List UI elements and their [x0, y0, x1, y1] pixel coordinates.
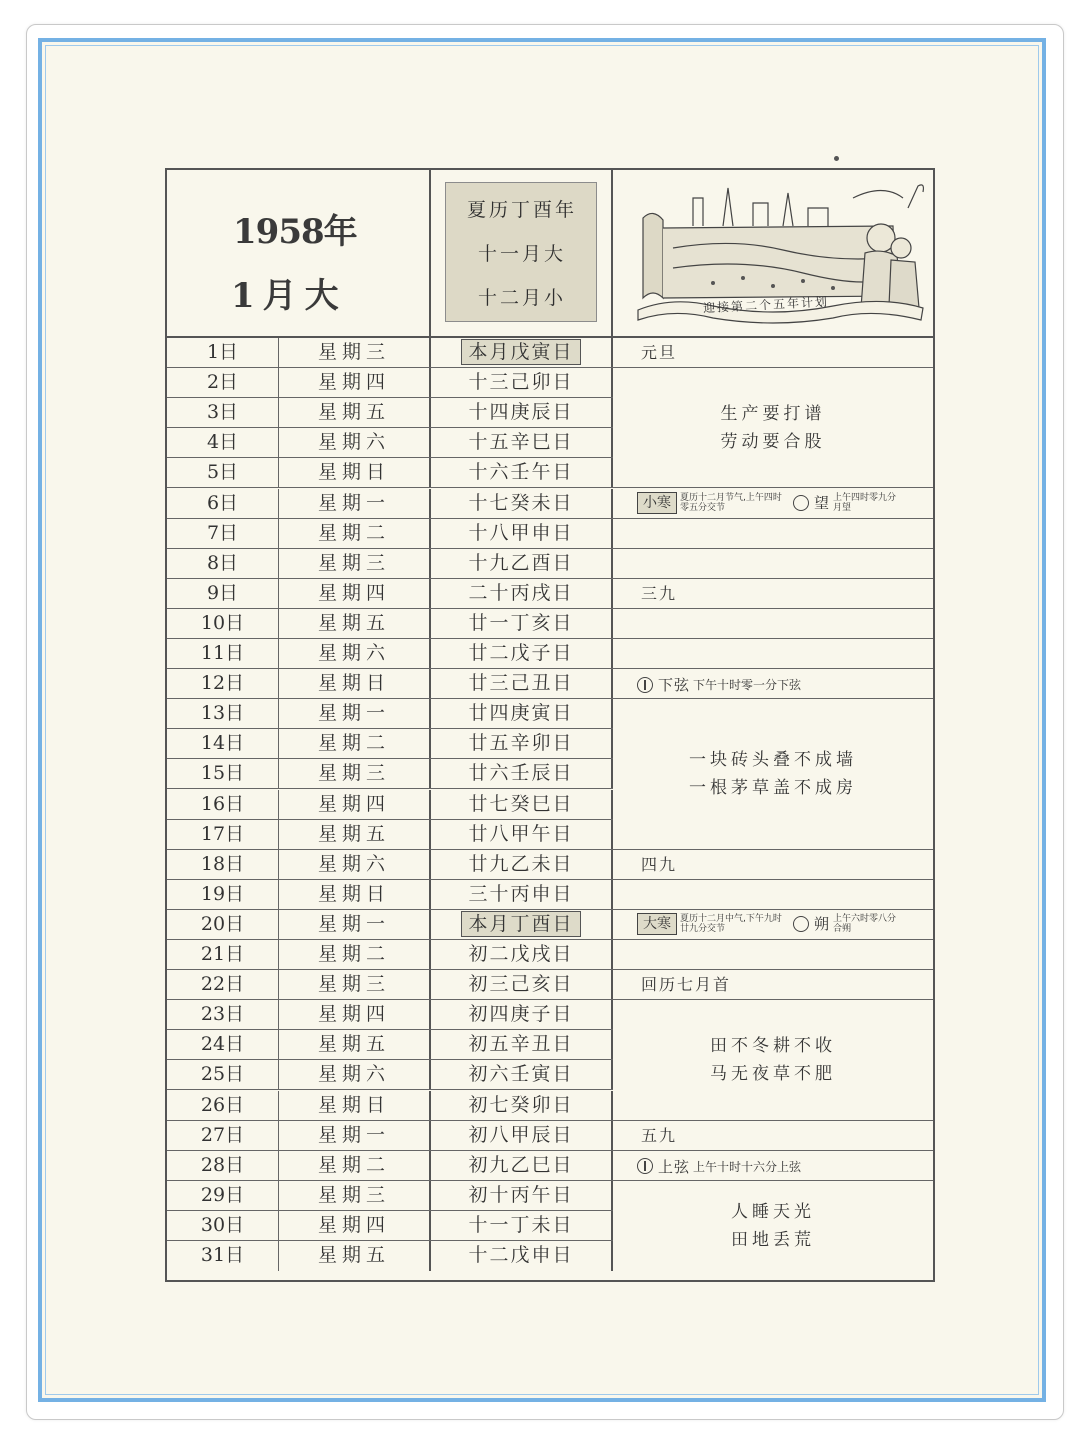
lunar-date-label: 初三己亥日 — [468, 973, 574, 996]
lunar-date-label: 廿四庚寅日 — [468, 702, 574, 725]
day-date: 27日 — [167, 1121, 279, 1150]
day-lunar — [431, 1211, 613, 1240]
table-row — [167, 1151, 613, 1181]
calendar-header — [167, 170, 933, 338]
day-date: 9日 — [167, 579, 279, 608]
moon-phase-name: 望 — [814, 494, 831, 512]
day-lunar — [431, 759, 613, 788]
header-illustration-block — [613, 170, 933, 336]
day-lunar — [431, 880, 613, 909]
proverb-line-1: 一块砖头叠不成墙 — [689, 750, 857, 771]
day-date: 29日 — [167, 1181, 279, 1210]
note-proverb-3 — [613, 1000, 933, 1120]
day-lunar — [431, 428, 613, 457]
day-weekday: 星期日 — [279, 669, 431, 698]
day-lunar — [431, 940, 613, 969]
table-row — [167, 458, 613, 488]
lunar-date-label: 初四庚子日 — [468, 1003, 574, 1026]
note-sijiu — [613, 850, 933, 880]
table-row — [167, 639, 613, 669]
moon-phase-desc: 上午四时零九分月望 — [833, 492, 897, 513]
proverb-line-2: 马无夜草不肥 — [710, 1064, 836, 1085]
table-row — [167, 1030, 613, 1060]
day-date: 17日 — [167, 820, 279, 849]
table-row — [167, 729, 613, 759]
day-lunar — [431, 338, 613, 367]
day-weekday: 星期二 — [279, 1151, 431, 1180]
month-title: 1月大 — [231, 276, 347, 316]
table-row — [167, 338, 613, 368]
day-lunar — [431, 519, 613, 548]
day-date: 15日 — [167, 759, 279, 788]
day-date: 23日 — [167, 1000, 279, 1029]
table-row — [167, 1181, 613, 1211]
day-weekday: 星期五 — [279, 1241, 431, 1271]
table-row — [167, 880, 613, 910]
lunar-date-label: 廿七癸巳日 — [468, 792, 574, 815]
day-date: 12日 — [167, 669, 279, 698]
lunar-date-label: 十八甲申日 — [468, 521, 574, 544]
day-date: 31日 — [167, 1241, 279, 1271]
moon-phase-icon — [637, 1158, 653, 1174]
solar-term-desc: 夏历十二月节气,上午四时零五分交节 — [680, 492, 782, 513]
note-last-quarter — [613, 669, 933, 699]
solar-term-tag: 大寒 — [637, 913, 677, 935]
table-row — [167, 519, 613, 549]
day-date: 18日 — [167, 850, 279, 879]
proverb-line-2: 一根茅草盖不成房 — [689, 778, 857, 799]
day-date: 26日 — [167, 1091, 279, 1120]
day-weekday: 星期六 — [279, 428, 431, 457]
table-row — [167, 1060, 613, 1090]
solar-term-desc: 夏历十二月中气,下午九时廿九分交节 — [680, 913, 782, 934]
day-date: 13日 — [167, 699, 279, 728]
day-weekday: 星期六 — [279, 1060, 431, 1089]
table-row — [167, 759, 613, 789]
proverb-line-2: 田地丢荒 — [731, 1229, 815, 1250]
day-weekday: 星期二 — [279, 940, 431, 969]
day-date: 28日 — [167, 1151, 279, 1180]
table-row — [167, 669, 613, 699]
note-text: 四九 — [641, 854, 678, 874]
day-lunar — [431, 368, 613, 397]
moon-phase-icon — [637, 677, 653, 693]
day-lunar — [431, 1181, 613, 1210]
day-weekday: 星期日 — [279, 1091, 431, 1120]
table-row — [167, 549, 613, 579]
day-date: 25日 — [167, 1060, 279, 1089]
lunar-date-label: 十二戊申日 — [468, 1244, 574, 1266]
table-row — [167, 790, 613, 820]
proverb-line-1: 人睡天光 — [731, 1201, 815, 1222]
note-proverb-4 — [613, 1181, 933, 1271]
day-weekday: 星期三 — [279, 549, 431, 578]
note-solar-term-xiaohan — [613, 489, 933, 519]
proverb-text — [613, 1198, 933, 1254]
table-row — [167, 1091, 613, 1121]
lunar-date-label: 十一丁未日 — [468, 1213, 574, 1236]
note-text: 回历七月首 — [641, 975, 732, 995]
table-row — [167, 850, 613, 880]
day-date: 10日 — [167, 609, 279, 638]
lunar-month-12: 十二月小 — [477, 287, 566, 309]
moon-phase-desc: 上午六时零八分合朔 — [833, 913, 897, 934]
day-date: 16日 — [167, 790, 279, 819]
day-lunar — [431, 699, 613, 728]
moon-phase-name: 上弦 — [658, 1157, 691, 1176]
day-weekday: 星期四 — [279, 790, 431, 819]
lunar-date-label: 廿六壬辰日 — [468, 762, 574, 785]
lunar-month-11: 十一月大 — [477, 243, 566, 265]
lunar-date-label: 初十丙午日 — [468, 1183, 574, 1206]
day-lunar — [431, 790, 613, 819]
proverb-text — [613, 746, 933, 802]
day-lunar — [431, 1000, 613, 1029]
table-row — [167, 820, 613, 850]
day-lunar — [431, 910, 613, 939]
note-proverb-1 — [613, 368, 933, 488]
day-weekday: 星期二 — [279, 729, 431, 758]
year-title: 1958年 — [233, 212, 357, 252]
day-lunar — [431, 609, 613, 638]
day-date: 20日 — [167, 910, 279, 939]
moon-phase-row — [637, 1156, 801, 1177]
table-row — [167, 1241, 613, 1271]
solar-term-row — [637, 913, 903, 935]
day-weekday: 星期四 — [279, 579, 431, 608]
lunar-year-box — [445, 182, 597, 322]
day-weekday: 星期三 — [279, 1181, 431, 1210]
lunar-date-label: 初二戊戌日 — [468, 943, 574, 965]
day-date: 7日 — [167, 519, 279, 548]
day-date: 4日 — [167, 428, 279, 457]
proverb-line-1: 生产要打谱 — [720, 404, 826, 425]
day-weekday: 星期一 — [279, 489, 431, 518]
day-lunar — [431, 639, 613, 668]
proverb-line-1: 田不冬耕不收 — [710, 1036, 836, 1057]
day-weekday: 星期四 — [279, 1211, 431, 1240]
day-date: 5日 — [167, 458, 279, 487]
table-row — [167, 910, 613, 940]
lunar-date-label: 初七癸卯日 — [468, 1093, 574, 1116]
table-row — [167, 489, 613, 519]
lunar-date-label: 廿五辛卯日 — [468, 732, 574, 755]
day-lunar — [431, 729, 613, 758]
lunar-date-label: 初八甲辰日 — [468, 1123, 574, 1146]
day-lunar — [431, 850, 613, 879]
calendar-page — [165, 168, 935, 1282]
day-weekday: 星期一 — [279, 699, 431, 728]
day-weekday: 星期日 — [279, 458, 431, 487]
table-row — [167, 1121, 613, 1151]
note-sanjiu — [613, 579, 933, 609]
print-speck — [834, 156, 839, 161]
table-row — [167, 1211, 613, 1241]
day-weekday: 星期六 — [279, 850, 431, 879]
lunar-new-month-label: 本月戊寅日 — [461, 339, 580, 365]
day-weekday: 星期四 — [279, 1000, 431, 1029]
note-empty — [613, 609, 933, 639]
note-first-quarter — [613, 1151, 933, 1181]
lunar-date-label: 初五辛丑日 — [468, 1033, 574, 1056]
day-lunar — [431, 820, 613, 849]
day-lunar — [431, 1091, 613, 1120]
day-date: 14日 — [167, 729, 279, 758]
note-text: 三九 — [641, 583, 678, 603]
table-row — [167, 970, 613, 1000]
header-date-block — [167, 170, 431, 336]
day-date: 2日 — [167, 368, 279, 397]
lunar-date-label: 十六壬午日 — [468, 461, 574, 484]
day-lunar — [431, 669, 613, 698]
proverb-text — [613, 1032, 933, 1088]
note-new-year — [613, 338, 933, 368]
lunar-date-label: 二十丙戌日 — [468, 581, 574, 604]
day-lunar — [431, 1030, 613, 1059]
table-row — [167, 699, 613, 729]
note-empty — [613, 880, 933, 910]
day-date: 30日 — [167, 1211, 279, 1240]
table-row — [167, 940, 613, 970]
day-weekday: 星期三 — [279, 970, 431, 999]
note-empty — [613, 519, 933, 549]
lunar-date-label: 初六壬寅日 — [468, 1063, 574, 1086]
note-text: 元旦 — [641, 343, 678, 362]
note-wujiu — [613, 1121, 933, 1151]
moon-phase-desc: 下午十时零一分下弦 — [693, 678, 802, 693]
day-lunar — [431, 1241, 613, 1271]
day-date: 3日 — [167, 398, 279, 427]
table-row — [167, 579, 613, 609]
day-lunar — [431, 1060, 613, 1089]
day-lunar — [431, 970, 613, 999]
day-weekday: 星期日 — [279, 880, 431, 909]
table-row — [167, 368, 613, 398]
day-weekday: 星期五 — [279, 398, 431, 427]
day-weekday: 星期一 — [279, 910, 431, 939]
day-weekday: 星期五 — [279, 820, 431, 849]
solar-term-row — [637, 492, 903, 514]
note-empty — [613, 549, 933, 579]
day-date: 24日 — [167, 1030, 279, 1059]
moon-phase-icon — [793, 916, 809, 932]
day-weekday: 星期五 — [279, 1030, 431, 1059]
lunar-date-label: 廿一丁亥日 — [468, 611, 574, 634]
day-lunar — [431, 549, 613, 578]
lunar-date-label: 廿八甲午日 — [468, 822, 574, 845]
day-lunar — [431, 579, 613, 608]
day-date: 1日 — [167, 338, 279, 367]
lunar-date-label: 廿九乙未日 — [468, 852, 574, 875]
proverb-text — [613, 400, 933, 456]
day-lunar — [431, 1121, 613, 1150]
day-weekday: 星期一 — [279, 1121, 431, 1150]
note-empty — [613, 940, 933, 970]
note-empty — [613, 639, 933, 669]
lunar-date-label: 十五辛巳日 — [468, 431, 574, 454]
lunar-date-label: 十七癸未日 — [468, 491, 574, 514]
header-lunar-block — [431, 170, 613, 336]
lunar-year: 夏历丁酉年 — [466, 199, 577, 221]
solar-term-tag: 小寒 — [637, 492, 677, 514]
day-date: 8日 — [167, 549, 279, 578]
table-row — [167, 609, 613, 639]
day-weekday: 星期四 — [279, 368, 431, 397]
note-solar-term-dahan — [613, 910, 933, 940]
day-date: 6日 — [167, 489, 279, 518]
lunar-date-label: 十九乙酉日 — [468, 551, 574, 574]
table-row — [167, 398, 613, 428]
note-proverb-2 — [613, 699, 933, 850]
day-weekday: 星期六 — [279, 639, 431, 668]
lunar-date-label: 廿二戊子日 — [468, 642, 574, 664]
day-weekday: 星期二 — [279, 519, 431, 548]
day-date: 19日 — [167, 880, 279, 909]
day-weekday: 星期五 — [279, 609, 431, 638]
note-text: 五九 — [641, 1125, 678, 1145]
moon-phase-name: 下弦 — [658, 676, 691, 695]
moon-phase-desc: 上午十时十六分上弦 — [693, 1159, 802, 1174]
illustration-banner-text: 迎接第二个五年计划 — [702, 294, 830, 316]
day-lunar — [431, 489, 613, 518]
table-row — [167, 1000, 613, 1030]
day-weekday: 星期三 — [279, 338, 431, 367]
lunar-date-label: 十三己卯日 — [468, 371, 574, 394]
moon-phase-icon — [793, 495, 809, 511]
day-date: 11日 — [167, 639, 279, 668]
day-date: 22日 — [167, 970, 279, 999]
moon-phase-name: 朔 — [814, 915, 831, 934]
moon-phase-row — [637, 674, 801, 695]
proverb-line-2: 劳动要合股 — [720, 432, 826, 453]
table-row — [167, 428, 613, 458]
lunar-date-label: 十四庚辰日 — [468, 401, 574, 424]
day-lunar — [431, 398, 613, 427]
day-lunar — [431, 458, 613, 487]
note-hijri-month — [613, 970, 933, 1000]
lunar-date-label: 三十丙申日 — [468, 882, 574, 905]
lunar-date-label: 初九乙巳日 — [468, 1153, 574, 1176]
day-date: 21日 — [167, 940, 279, 969]
day-weekday: 星期三 — [279, 759, 431, 788]
lunar-date-label: 廿三己丑日 — [468, 672, 574, 695]
lunar-new-month-label: 本月丁酉日 — [461, 911, 580, 937]
day-lunar — [431, 1151, 613, 1180]
